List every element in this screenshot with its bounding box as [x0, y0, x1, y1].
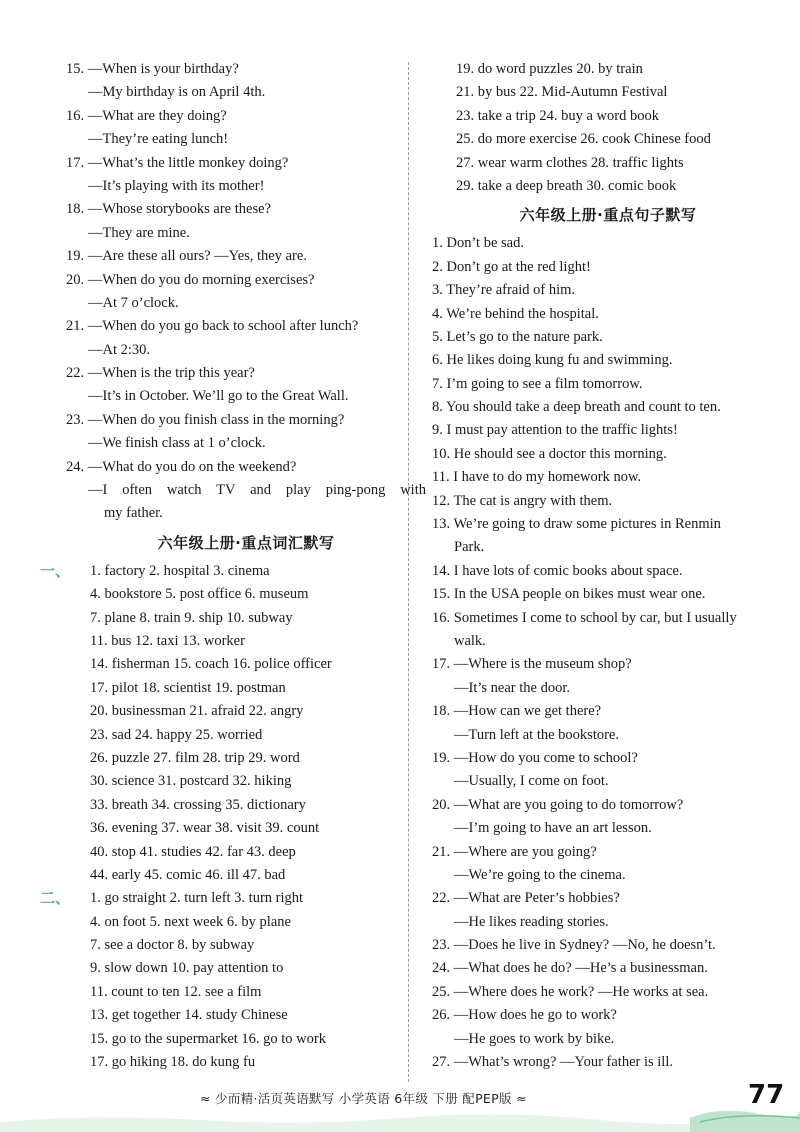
sentence-line: 9. I must pay attention to the traffic lights!: [432, 422, 678, 439]
sentence-line: 3. They’re afraid of him.: [432, 282, 576, 299]
vocab-line: 7. plane 8. train 9. ship 10. subway: [90, 609, 293, 626]
sentence-line: 25. —Where does he work? —He works at sea.: [432, 983, 709, 1000]
sentence-line: —I often watch TV and play ping-pong with: [88, 482, 426, 499]
sentence-line: 27. —What’s wrong? —Your father is ill.: [432, 1054, 673, 1071]
sentence-line: 11. I have to do my homework now.: [432, 469, 642, 486]
vocab-line: 26. puzzle 27. film 28. trip 29. word: [90, 749, 300, 766]
section-marker: 一、: [40, 561, 71, 580]
sentence-line: —Usually, I come on foot.: [454, 773, 609, 790]
sentence-line: 5. Let’s go to the nature park.: [432, 328, 603, 345]
sentence-section-title: 六年级上册·重点句子默写: [519, 206, 697, 225]
vocab-line: 23. sad 24. happy 25. worried: [90, 726, 263, 743]
vocab-line: 17. pilot 18. scientist 19. postman: [90, 679, 286, 696]
vocab-line: 40. stop 41. studies 42. far 43. deep: [90, 843, 296, 860]
sentence-line: —We finish class at 1 o’clock.: [88, 435, 266, 452]
phrase-line: 9. slow down 10. pay attention to: [90, 960, 284, 977]
vocab-line: 11. bus 12. taxi 13. worker: [90, 632, 245, 649]
sentence-line: 26. —How does he go to work?: [432, 1007, 617, 1024]
sentence-line: 18. —Whose storybooks are these?: [66, 201, 271, 218]
right-column: [432, 58, 784, 1074]
vocab-line: 44. early 45. comic 46. ill 47. bad: [90, 866, 286, 883]
section-marker: 二、: [40, 889, 71, 908]
phrase-line: 17. go hiking 18. do kung fu: [90, 1054, 256, 1071]
sentence-line: 14. I have lots of comic books about space.: [432, 562, 683, 579]
left-column: [40, 58, 426, 1074]
vocab-line: 20. businessman 21. afraid 22. angry: [90, 703, 304, 720]
sentence-line: 21. —When do you go back to school after lunch?: [66, 318, 359, 335]
sentence-line: 15. In the USA people on bikes must wear one.: [432, 586, 706, 603]
footer-book-info: ≈ 少而精·活页英语默写 小学英语 6年级 下册 配PEP版 ≈: [200, 1091, 527, 1106]
sentence-line: 22. —When is the trip this year?: [66, 365, 255, 382]
sentence-line: 23. —Does he live in Sydney? —No, he doesn’t.: [432, 937, 716, 954]
vocab-line: 30. science 31. postcard 32. hiking: [90, 773, 292, 790]
sentence-line: —We’re going to the cinema.: [454, 866, 626, 883]
sentence-line: —He likes reading stories.: [454, 913, 609, 930]
sentence-line: 16. Sometimes I come to school by car, but I usually: [432, 609, 737, 626]
phrase-line: 25. do more exercise 26. cook Chinese food: [456, 131, 711, 148]
sentence-line: 21. —Where are you going?: [432, 843, 597, 860]
sentence-line: 7. I’m going to see a film tomorrow.: [432, 375, 643, 392]
vocab-line: 36. evening 37. wear 38. visit 39. count: [90, 820, 320, 837]
vocab-section-title: 六年级上册·重点词汇默写: [157, 533, 335, 552]
sentence-line: —They are mine.: [88, 224, 190, 241]
sentence-line: —I’m going to have an art lesson.: [454, 820, 652, 837]
phrase-line: 7. see a doctor 8. by subway: [90, 937, 255, 954]
sentence-line: —Turn left at the bookstore.: [454, 726, 619, 743]
sentence-line: 17. —Where is the museum shop?: [432, 656, 632, 673]
sentence-line: 10. He should see a doctor this morning.: [432, 445, 667, 462]
sentence-line: 6. He likes doing kung fu and swimming.: [432, 352, 673, 369]
sentence-line: 20. —What are you going to do tomorrow?: [432, 796, 684, 813]
phrase-line: 21. by bus 22. Mid-Autumn Festival: [456, 84, 668, 101]
vocab-line: 14. fisherman 15. coach 16. police officer: [90, 656, 332, 673]
sentence-line: 15. —When is your birthday?: [66, 61, 239, 77]
phrase-line: 15. go to the supermarket 16. go to work: [90, 1030, 326, 1047]
phrase-line: 4. on foot 5. next week 6. by plane: [90, 913, 291, 930]
phrase-line: 19. do word puzzles 20. by train: [456, 61, 643, 77]
sentence-line: —My birthday is on April 4th.: [88, 84, 266, 101]
phrase-line: 13. get together 14. study Chinese: [90, 1007, 288, 1024]
sentence-line: —They’re eating lunch!: [88, 131, 229, 148]
sentence-line: 16. —What are they doing?: [66, 107, 227, 124]
sentence-line: Park.: [454, 539, 485, 556]
sentence-line: 24. —What do you do on the weekend?: [66, 458, 297, 475]
sentence-line: 1. Don’t be sad.: [432, 235, 524, 252]
vocab-line: 4. bookstore 5. post office 6. museum: [90, 586, 309, 603]
sentence-line: walk.: [454, 632, 486, 649]
phrase-line: 29. take a deep breath 30. comic book: [456, 177, 677, 194]
sentence-line: 4. We’re behind the hospital.: [432, 305, 599, 322]
sentence-line: 13. We’re going to draw some pictures in Renmin: [432, 516, 721, 533]
phrase-line: 1. go straight 2. turn left 3. turn right: [90, 890, 304, 907]
phrase-line: 23. take a trip 24. buy a word book: [456, 107, 659, 124]
vocab-line: 33. breath 34. crossing 35. dictionary: [90, 796, 306, 813]
phrase-line: 11. count to ten 12. see a film: [90, 983, 262, 1000]
sentence-line: 19. —How do you come to school?: [432, 749, 638, 766]
sentence-line: 18. —How can we get there?: [432, 703, 602, 720]
sentence-line: —At 7 o’clock.: [88, 294, 179, 311]
page-footer: [0, 1078, 800, 1132]
sentence-line: 2. Don’t go at the red light!: [432, 258, 591, 275]
sentence-line: —It’s near the door.: [454, 679, 570, 696]
sentence-line: 17. —What’s the little monkey doing?: [66, 154, 289, 171]
sentence-line: —He goes to work by bike.: [454, 1030, 615, 1047]
page-number: 77: [748, 1080, 785, 1110]
sentence-line: 24. —What does he do? —He’s a businessman.: [432, 960, 708, 977]
sentence-line: —At 2:30.: [88, 341, 151, 358]
sentence-line: 23. —When do you finish class in the morning?: [66, 411, 345, 428]
sentence-line: —It’s in October. We’ll go to the Great Wall.: [88, 388, 349, 405]
vocab-line: 1. factory 2. hospital 3. cinema: [90, 562, 270, 579]
sentence-line: —It’s playing with its mother!: [88, 177, 265, 194]
sentence-line: 22. —What are Peter’s hobbies?: [432, 890, 620, 907]
phrase-line: 27. wear warm clothes 28. traffic lights: [456, 154, 684, 171]
sentence-line: 19. —Are these all ours? —Yes, they are.: [66, 248, 307, 265]
sentence-line: my father.: [104, 505, 163, 522]
sentence-line: 8. You should take a deep breath and count to ten.: [432, 399, 721, 416]
sentence-line: 20. —When do you do morning exercises?: [66, 271, 315, 288]
sentence-line: 12. The cat is angry with them.: [432, 492, 613, 509]
